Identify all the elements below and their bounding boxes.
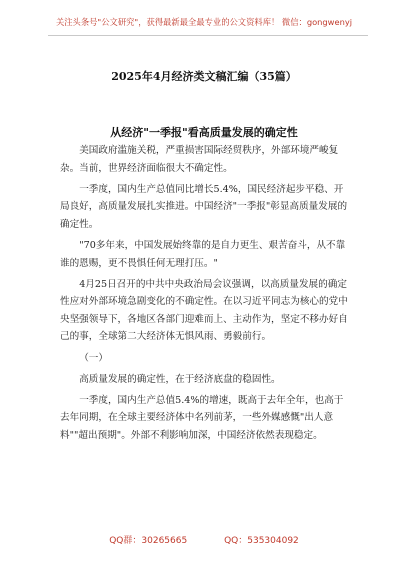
- paragraph: 高质量发展的确定性，在于经济底盘的稳固性。: [79, 373, 281, 385]
- paragraph: 一季度，国内生产总值同比增长5.4%，国民经济起步平稳、开局良好，高质量发展扎实推进。中国经济"一季报"彰显高质量发展的确定性。: [60, 183, 348, 230]
- paragraph: 一季度，国内生产总值5.4%的增速，既高于去年全年，也高于去年同期，在全球主要经济体中名列前茅，一些外媒感慨"出人意料""超出预期"。外部不利影响加深，中国经济依然表现稳定。: [60, 394, 344, 441]
- paragraph: 美国政府滥施关税，严重损害国际经贸秩序，外部环境严峻复杂。当前，世界经济面临很大不确定性。: [60, 145, 339, 174]
- footer-qq-contact: QQ：535304092: [224, 536, 299, 546]
- header-promo-text: 关注头条号"公文研究"，获得最新最全最专业的公文资料库！ 微信：gongwenyj: [55, 17, 353, 27]
- section-number: （一）: [79, 352, 108, 364]
- paragraph: 4月25日召开的中共中央政治局会议强调，以高质量发展的确定性应对外部环境急剧变化的不确定性。在以习近平同志为核心的党中央坚强领导下，各地区各部门迎难而上、主动作为，坚定不移办好自己的事，全球第二大经济体无惧风雨、勇毅前行。: [60, 278, 348, 343]
- paragraph-quote: "70多年来，中国发展始终靠的是自力更生、艰苦奋斗，从不靠谁的恩赐，更不畏惧任何无理打压。": [60, 239, 346, 269]
- footer: [0, 533, 408, 546]
- article-title: 从经济"一季报"看高质量发展的确定性: [110, 126, 298, 139]
- article-body: [60, 142, 350, 448]
- header-divider: [48, 35, 368, 36]
- collection-title: 2025年4月经济类文稿汇编（35篇）: [111, 70, 297, 83]
- footer-qq-group: QQ群：30265665: [109, 536, 188, 546]
